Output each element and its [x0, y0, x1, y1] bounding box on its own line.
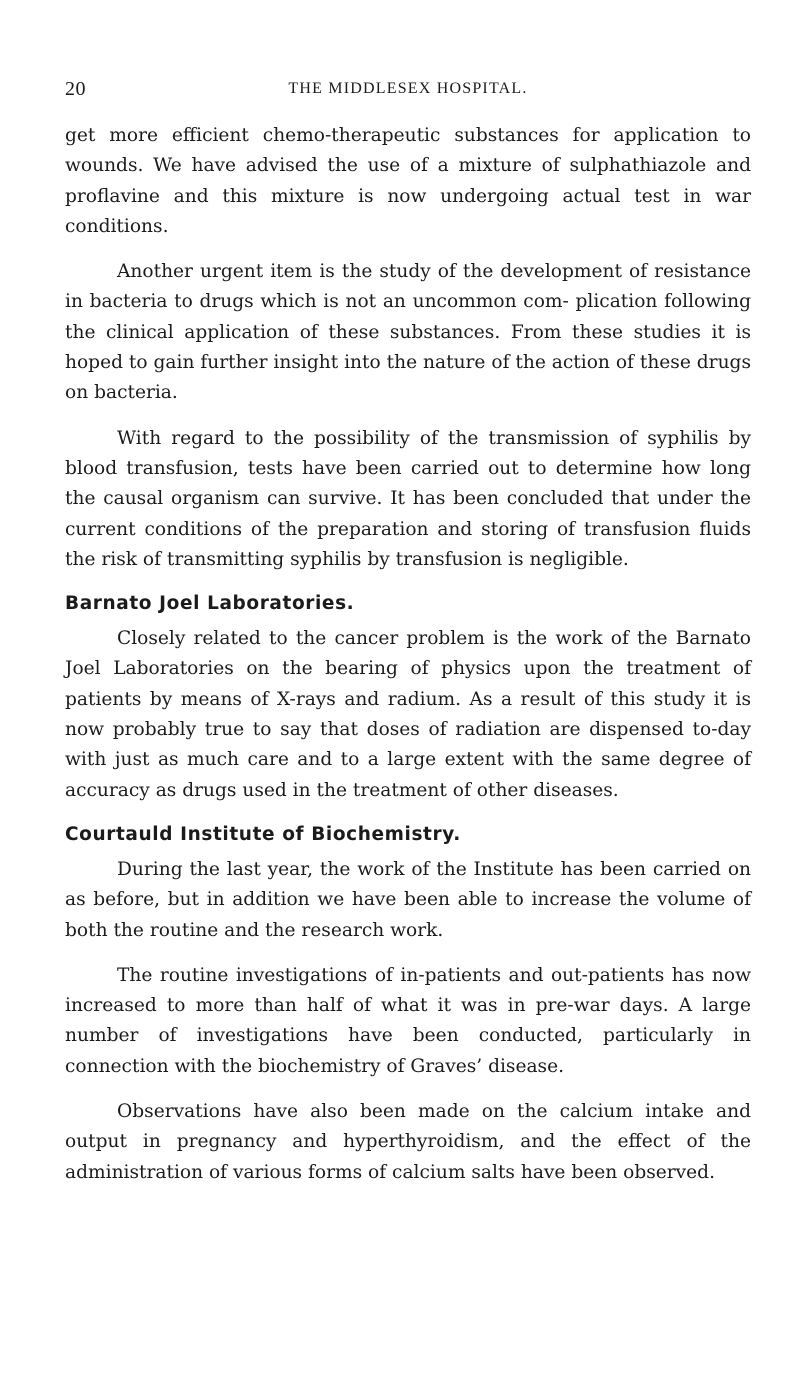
paragraph-continuation: get more efficient chemo-therapeutic substances for application to wounds. We have advised the use of a mixture of sulphathiazole and proflavine and this mixture is now undergoing actual test in war conditions. — [65, 125, 751, 237]
paragraph-barnato: Closely related to the cancer problem is the work of the Barnato Joel Laboratories on the bearing of physics upon the treatment of patients by means of X-rays and radium. As a result of this study it is now probably true to say that doses of radiation are dispensed to-day with just as much care and to a large extent with the same degree of accuracy as drugs used in the treatment of other diseases. — [65, 628, 751, 801]
section-heading-barnato: Barnato Joel Laboratories. — [65, 593, 355, 615]
paragraph-institute-work: During the last year, the work of the Institute has been carried on as before, but in addition we have been able to increase the volume of both the routine and the research work. — [65, 858, 751, 941]
page-header — [65, 78, 751, 102]
page-number: 20 — [65, 78, 86, 100]
body-text — [65, 121, 751, 1188]
paragraph-routine-investigations: The routine investigations of in-patients and out-patients has now increased to more than half of what it was in pre-war days. A large number of investigations have been conducted, particularly in connection with the biochemistry of Graves’ disease. — [65, 964, 751, 1077]
section-heading-courtauld: Courtauld Institute of Biochemistry. — [65, 823, 461, 845]
running-head: THE MIDDLESEX HOSPITAL. — [288, 80, 528, 97]
paragraph-calcium-observations: Observations have also been made on the calcium intake and output in pregnancy and hyperthyroidism, and the effect of the administration of various forms of calcium salts have been observed. — [65, 1101, 751, 1183]
paragraph-syphilis: With regard to the possibility of the transmission of syphilis by blood transfusion, tests have been carried out to determine how long the causal organism can survive. It has been concluded that under the current conditions of the preparation and storing of transfusion fluids the risk of transmitting syphilis by transfusion is negligible. — [65, 427, 751, 570]
paragraph-resistance: Another urgent item is the study of the development of resistance in bacteria to drugs which is not an uncommon com- plication following the clinical application of these substances. From these studies it is hoped to gain further insight into the nature of the action of these drugs on bacteria. — [65, 261, 751, 404]
